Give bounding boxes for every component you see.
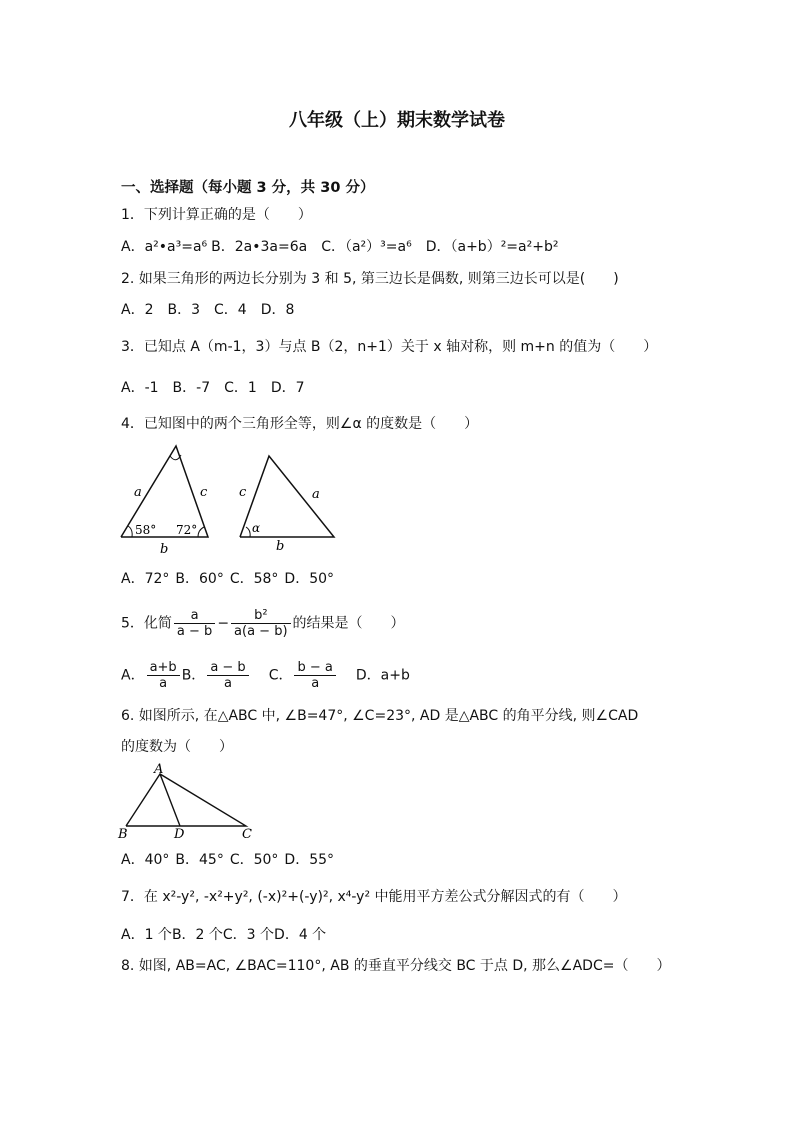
option: C．3 个 bbox=[222, 927, 275, 943]
question-7-stem: 7．在 x²-y², -x²+y², (-x)²+(-y)², x⁴-y² 中能用平方差公式分解因式的有（ ） bbox=[121, 889, 627, 905]
angle-arc-right bbox=[198, 527, 204, 537]
option: D．50° bbox=[284, 571, 335, 587]
option: B．3 bbox=[167, 302, 200, 318]
section-heading: 一、选择题（每小题 3 分，共 30 分） bbox=[121, 180, 375, 196]
option: A．2 bbox=[121, 302, 154, 318]
question-3-stem: 3．已知点 A（m-1，3）与点 B（2，n+1）关于 x 轴对称，则 m+n 的值为（ ） bbox=[121, 339, 658, 355]
numerator: a+b bbox=[147, 660, 180, 676]
option: C．1 bbox=[224, 380, 257, 396]
option-label: B． bbox=[181, 667, 206, 684]
point-a: A bbox=[154, 762, 164, 777]
option-fraction bbox=[147, 660, 180, 691]
option: D．（a+b）²=a²+b² bbox=[425, 239, 559, 255]
numerator: b² bbox=[231, 608, 291, 624]
angle-58: 58° bbox=[135, 523, 157, 537]
option: B．2a•3a=6a bbox=[211, 239, 308, 255]
option: A．72° bbox=[121, 571, 170, 587]
option: C．58° bbox=[229, 571, 279, 587]
fraction-2 bbox=[231, 608, 291, 639]
numerator: a − b bbox=[207, 660, 248, 676]
option: B．60° bbox=[175, 571, 224, 587]
label-a-1: a bbox=[134, 485, 142, 500]
option: D．4 个 bbox=[274, 927, 327, 943]
option-fraction bbox=[207, 660, 248, 691]
question-1-options bbox=[121, 237, 558, 257]
point-b: B bbox=[118, 827, 128, 842]
congruent-triangles-figure bbox=[118, 440, 348, 562]
question-2-options bbox=[121, 300, 294, 320]
bisector-ad bbox=[160, 774, 180, 826]
point-c: C bbox=[242, 827, 252, 842]
option: A．a²•a³=a⁶ bbox=[121, 239, 208, 255]
question-6-options bbox=[121, 850, 334, 870]
angle-72: 72° bbox=[176, 523, 198, 537]
denominator: a(a − b) bbox=[234, 624, 288, 639]
question-2-stem: 2. 如果三角形的两边长分别为 3 和 5, 第三边长是偶数, 则第三边长可以是( ) bbox=[121, 271, 619, 287]
label-alpha: α bbox=[252, 521, 261, 535]
option-label: D． bbox=[355, 667, 381, 684]
option-label: C． bbox=[268, 667, 293, 684]
option: B．-7 bbox=[172, 380, 211, 396]
point-d: D bbox=[174, 827, 185, 842]
option: A．40° bbox=[121, 852, 170, 868]
angle-bisector-figure bbox=[116, 762, 262, 842]
question-4-options bbox=[121, 569, 334, 589]
triangle-abc bbox=[126, 774, 246, 826]
page-title: 八年级（上）期末数学试卷 bbox=[289, 110, 505, 131]
option-label: A． bbox=[121, 667, 145, 684]
option: D．8 bbox=[260, 302, 295, 318]
label-c-1: c bbox=[200, 485, 208, 500]
question-8-stem: 8. 如图, AB=AC, ∠BAC=110°, AB 的垂直平分线交 BC 于点 D, 那么∠ADC=（ ） bbox=[121, 958, 671, 974]
minus-sign: − bbox=[217, 615, 230, 632]
fraction-1 bbox=[174, 608, 215, 639]
stem-suffix: 的结果是（ ） bbox=[292, 615, 405, 632]
question-3-options bbox=[121, 378, 305, 398]
option: D．55° bbox=[284, 852, 335, 868]
question-6-stem-continued: 的度数为（ ） bbox=[121, 739, 233, 755]
option-fraction bbox=[294, 660, 335, 691]
denominator: a bbox=[311, 676, 320, 691]
option: A．-1 bbox=[121, 380, 159, 396]
alpha-arc bbox=[246, 527, 250, 537]
angle-arc-left bbox=[128, 526, 132, 537]
option: A．1 个 bbox=[121, 927, 172, 943]
question-1-stem: 1．下列计算正确的是（ ） bbox=[121, 207, 312, 223]
option: B．45° bbox=[175, 852, 224, 868]
label-c-2: c bbox=[239, 485, 247, 500]
denominator: a − b bbox=[176, 624, 213, 639]
option-text: a+b bbox=[380, 667, 410, 684]
question-4-stem: 4．已知图中的两个三角形全等，则∠α 的度数是（ ） bbox=[121, 416, 479, 432]
stem-prefix: 5．化简 bbox=[121, 615, 172, 632]
question-5-options bbox=[121, 660, 410, 691]
label-b-2: b bbox=[276, 539, 285, 554]
denominator: a bbox=[159, 676, 168, 691]
option: C．50° bbox=[229, 852, 279, 868]
numerator: b − a bbox=[294, 660, 335, 676]
option: C．4 bbox=[214, 302, 247, 318]
label-b-1: b bbox=[160, 542, 169, 557]
option: C．（a²）³=a⁶ bbox=[321, 239, 412, 255]
option: D．7 bbox=[270, 380, 305, 396]
question-7-options bbox=[121, 925, 326, 945]
question-5-stem bbox=[121, 608, 405, 639]
label-a-2: a bbox=[312, 487, 320, 502]
denominator: a bbox=[224, 676, 232, 691]
numerator: a bbox=[174, 608, 215, 624]
question-6-stem: 6. 如图所示, 在△ABC 中, ∠B=47°, ∠C=23°, AD 是△ABC 的角平分线, 则∠CAD bbox=[121, 708, 639, 724]
option: B．2 个 bbox=[171, 927, 223, 943]
